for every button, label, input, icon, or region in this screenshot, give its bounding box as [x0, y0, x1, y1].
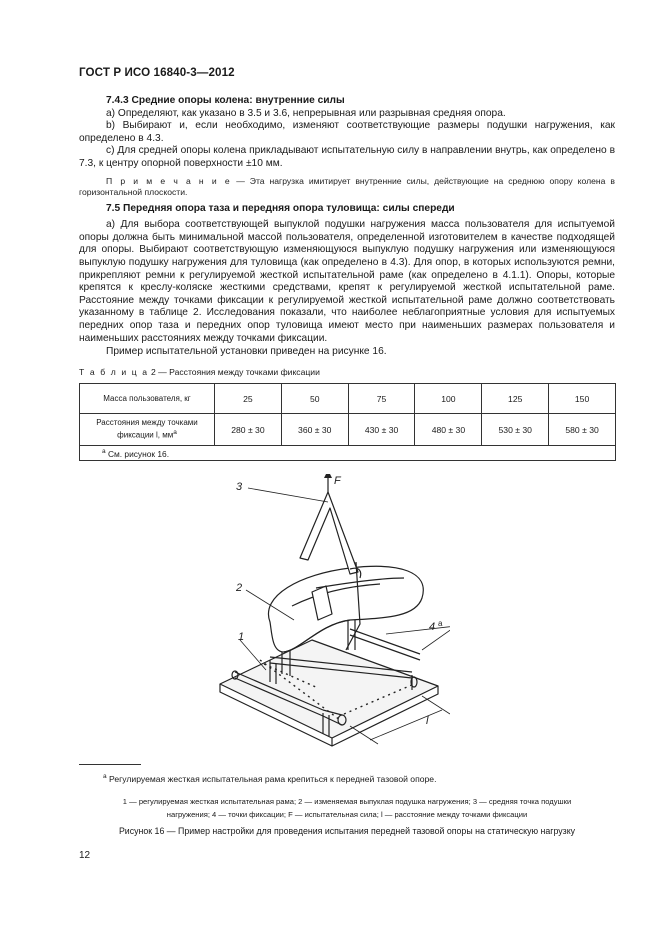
table-cell: 150: [549, 384, 616, 414]
table-cell: 580 ± 30: [549, 414, 616, 446]
table-cell: 280 ± 30: [215, 414, 282, 446]
label-4: 4: [429, 621, 436, 633]
leader-4: [386, 626, 450, 650]
footnote-marker: a: [103, 773, 107, 780]
note: [79, 176, 615, 198]
item-a: а) Определяют, как указано в 3.5 и 3.6, непрерывная или разрывная средняя опора.: [106, 107, 506, 119]
page-number: 12: [79, 850, 91, 861]
mass-label: Масса пользователя, кг: [80, 384, 215, 414]
document-header: ГОСТ Р ИСО 16840-3—2012: [79, 66, 235, 79]
page-footnote: [103, 773, 436, 784]
section-7-4-3: [79, 95, 615, 359]
label-3: 3: [236, 481, 243, 493]
page-footnote-text: Регулируемая жесткая испытательная рама крепиться к передней тазовой опоре.: [106, 773, 437, 784]
footnote-marker: a: [102, 447, 106, 455]
table-cell: 50: [281, 384, 348, 414]
table-cell: 25: [215, 384, 282, 414]
distance-label-text: Расстояния между точками фиксации l, мм: [96, 418, 198, 440]
legend-line: нагружения; 4 — точки фиксации; F — испытательная сила; l — расстояние между точками фиксации: [166, 809, 528, 819]
table-row: [80, 414, 616, 446]
table-cell: 125: [482, 384, 549, 414]
note-label: П р и м е ч а н и е: [106, 175, 232, 186]
table-row: [80, 384, 616, 414]
table-cell: 430 ± 30: [348, 414, 415, 446]
distance-label: [80, 414, 215, 446]
leader-1: [240, 640, 266, 670]
table-cell: 360 ± 30: [281, 414, 348, 446]
table-caption-label: Т а б л и ц а: [79, 367, 149, 377]
label-1: 1: [238, 631, 245, 643]
frame-bar: [350, 629, 420, 654]
label-l: l: [426, 715, 429, 727]
table-footnote: [80, 446, 616, 461]
table-footnote-text: См. рисунок 16.: [105, 448, 170, 459]
footnote-marker: a: [173, 429, 177, 437]
distance-table: [79, 383, 616, 461]
label-F: F: [334, 475, 341, 487]
table-cell: 75: [348, 384, 415, 414]
table-cell: 480 ± 30: [415, 414, 482, 446]
table-cell: 100: [415, 384, 482, 414]
item-c: с) Для средней опоры колена прикладывают испытательную силу в направлении внутрь, как определено в 7.3, к центру опорной поверхности ±10 мм.: [79, 145, 615, 169]
arrow-head: [324, 474, 332, 478]
figure-reference: Пример испытательной установки приведен на рисунке 16.: [106, 346, 387, 358]
section-heading-7-5: 7.5 Передняя опора таза и передняя опора туловища: силы спереди: [106, 202, 455, 214]
figure-caption: Рисунок 16 — Пример настройки для проведения испытания передней тазовой опоры на статическую нагрузку: [118, 826, 576, 836]
table-caption: [79, 367, 320, 377]
item-7-5-a: а) Для выбора соответствующей выпуклой подушки нагружения масса пользователя для испытуемой опоры должна быть минимальной массой пользователя, определенной изготовителем в качестве подходящей для опоры. Выбирают соответствующую изменяющуюся выпуклую подушку нагружения или изменяющуюся выпуклую подушку нагружения для туловища (как определено в 4.3). Для опор, в которых используются ремни, прикрепляют ремни к регулируемой жесткой испытательной раме (как определено в 4.1.1). Опоры, которые крепятся к креслу-коляске жесткими средствами, крепят к регулируемой жесткой испытательной раме. Расстояние между точками фиксации к регулируемой жесткой испытательной раме должно соответствовать указанному в таблице 2. Исследования показали, что наиболее неблагоприятные условия для испытуемых передних опор таза и передних опор туловища имеют место при наименьших размерах пользователя и наименьших расстояниях между точками фиксации.: [79, 219, 615, 344]
leader-3: [248, 488, 328, 502]
item-b: b) Выбирают и, если необходимо, изменяют соответствующие размеры подушки нагружения, как определено в 4.3.: [79, 120, 615, 144]
figure-legend: [79, 796, 615, 822]
loading-pad: [268, 566, 423, 652]
table-row: [80, 446, 616, 461]
load-hanger: [300, 492, 358, 574]
legend-line: 1 — регулируемая жесткая испытательная рама; 2 — изменяемая выпуклая подушка нагружения; 3 — средняя точка подушки: [122, 797, 572, 806]
footnote-separator: [79, 764, 141, 765]
table-cell: 530 ± 30: [482, 414, 549, 446]
test-setup-figure: [200, 474, 450, 752]
section-heading-7-4-3: 7.4.3 Средние опоры колена: внутренние силы: [106, 95, 345, 106]
table-caption-text: 2 — Расстояния между точками фиксации: [148, 367, 320, 377]
label-4-sup: a: [438, 619, 443, 628]
note-text: — Эта нагрузка имитирует внутренние силы, действующие на среднюю опору колена в горизонтальной плоскости.: [79, 175, 615, 197]
label-2: 2: [236, 582, 243, 594]
